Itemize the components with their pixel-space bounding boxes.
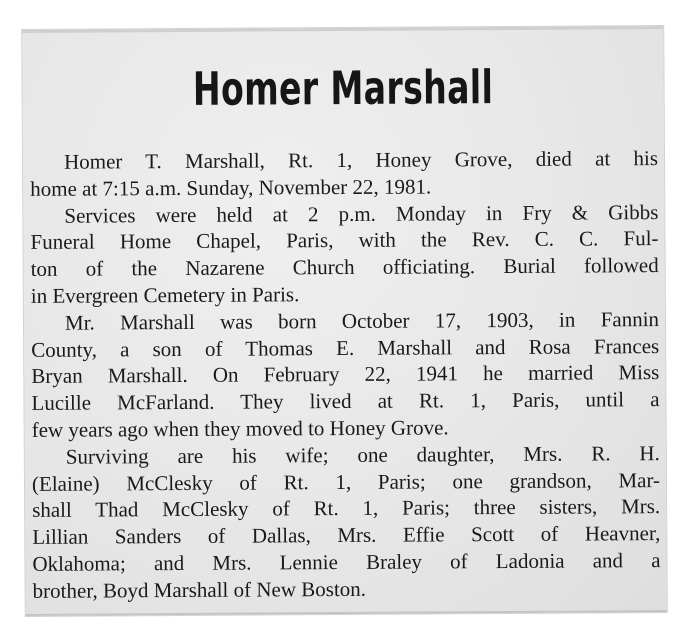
- obituary-line: Surviving are his wife; one daughter, Mrs. R. H.: [65, 440, 660, 469]
- obituary-line: Mr. Marshall was born October 17, 1903, in Fannin: [64, 306, 660, 335]
- obituary-line: few years ago when they moved to Honey Grove.: [31, 415, 449, 442]
- obituary-headline: Homer Marshall: [192, 60, 494, 116]
- obituary-line: Lucille McFarland. They lived at Rt. 1, Paris, until a: [31, 387, 660, 416]
- obituary-line: ton of the Nazarene Church officiating. Burial followed: [30, 253, 659, 282]
- obituary-line: Funeral Home Chapel, Paris, with the Rev. C. C. Ful-: [30, 226, 659, 255]
- obituary-line: County, a son of Thomas E. Marshall and Rosa Frances: [31, 333, 660, 362]
- obituary-line: in Evergreen Cemetery in Paris.: [30, 282, 300, 308]
- obituary-line: Oklahoma; and Mrs. Lennie Braley of Ladonia and a: [32, 548, 661, 576]
- obituary-body: [30, 145, 661, 604]
- newspaper-clipping: [22, 26, 667, 616]
- obituary-line: Lillian Sanders of Dallas, Mrs. Effie Scott of Heavner,: [32, 521, 661, 550]
- obituary-line: Bryan Marshall. On February 22, 1941 he married Miss: [31, 360, 660, 389]
- obituary-line: brother, Boyd Marshall of New Boston.: [32, 576, 367, 603]
- obituary-line: home at 7:15 a.m. Sunday, November 22, 1981.: [30, 174, 432, 201]
- obituary-line: (Elaine) McClesky of Rt. 1, Paris; one grandson, Mar-: [31, 467, 661, 496]
- obituary-line: shall Thad McClesky of Rt. 1, Paris; three sisters, Mrs.: [32, 494, 661, 523]
- obituary-line: Services were held at 2 p.m. Monday in Fry & Gibbs: [64, 199, 659, 228]
- obituary-line: Homer T. Marshall, Rt. 1, Honey Grove, died at his: [63, 146, 659, 174]
